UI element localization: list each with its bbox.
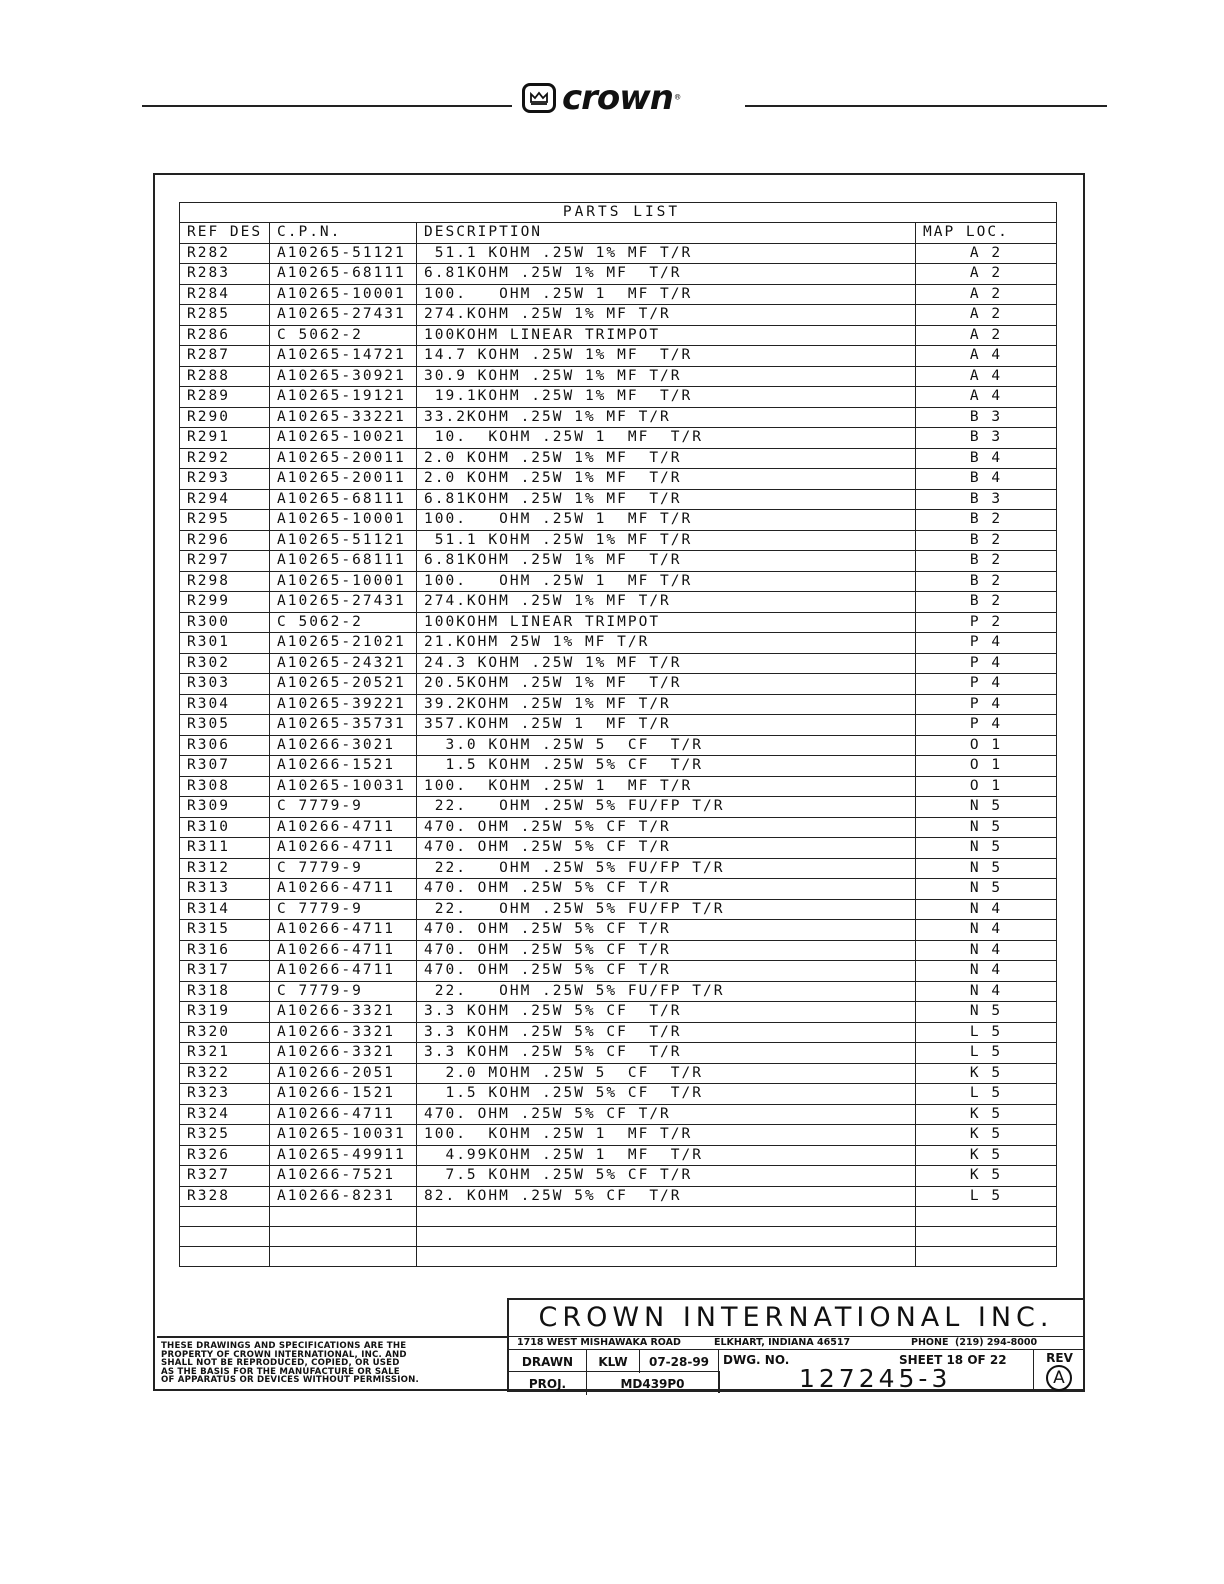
description-cell: 22. OHM .25W 5% FU/FP T/R bbox=[417, 981, 916, 1002]
proj-label: PROJ. bbox=[528, 1376, 567, 1391]
cpn-cell: A10265-68111 bbox=[270, 264, 417, 285]
map-loc-cell: B 3 bbox=[916, 407, 1057, 428]
map-loc-cell: P 4 bbox=[916, 715, 1057, 736]
map-loc-cell: N 4 bbox=[916, 899, 1057, 920]
description-cell: 470. OHM .25W 5% CF T/R bbox=[417, 940, 916, 961]
ref-des-cell: R301 bbox=[180, 633, 270, 654]
phone-number: PHONE (219) 294-8000 bbox=[911, 1337, 1038, 1348]
empty-cell bbox=[916, 1207, 1057, 1227]
cpn-cell: A10266-4711 bbox=[270, 817, 417, 838]
cpn-cell: A10266-3321 bbox=[270, 1043, 417, 1064]
cpn-cell: A10265-19121 bbox=[270, 387, 417, 408]
description-cell: 20.5KOHM .25W 1% MF T/R bbox=[417, 674, 916, 695]
empty-cell bbox=[180, 1227, 270, 1247]
table-row bbox=[180, 1166, 1057, 1187]
empty-cell bbox=[916, 1227, 1057, 1247]
cpn-cell: A10265-68111 bbox=[270, 489, 417, 510]
ref-des-cell: R324 bbox=[180, 1104, 270, 1125]
ref-des-cell: R309 bbox=[180, 797, 270, 818]
col-header-ref-des: REF DES bbox=[180, 223, 270, 244]
map-loc-cell: K 5 bbox=[916, 1166, 1057, 1187]
cpn-cell: A10265-49911 bbox=[270, 1145, 417, 1166]
ref-des-cell: R320 bbox=[180, 1022, 270, 1043]
cpn-cell: A10265-10001 bbox=[270, 510, 417, 531]
ref-des-cell: R294 bbox=[180, 489, 270, 510]
map-loc-cell: N 5 bbox=[916, 879, 1057, 900]
ref-des-cell: R318 bbox=[180, 981, 270, 1002]
drawn-by: KLW bbox=[586, 1350, 639, 1373]
description-cell: 19.1KOHM .25W 1% MF T/R bbox=[417, 387, 916, 408]
ref-des-cell: R313 bbox=[180, 879, 270, 900]
map-loc-cell: K 5 bbox=[916, 1145, 1057, 1166]
ref-des-cell: R287 bbox=[180, 346, 270, 367]
ref-des-cell: R306 bbox=[180, 735, 270, 756]
crown-logo bbox=[522, 78, 742, 118]
description-cell: 2.0 MOHM .25W 5 CF T/R bbox=[417, 1063, 916, 1084]
cpn-cell: A10265-10001 bbox=[270, 571, 417, 592]
map-loc-cell: N 4 bbox=[916, 920, 1057, 941]
table-row bbox=[180, 264, 1057, 285]
table-row bbox=[180, 571, 1057, 592]
description-cell: 100. OHM .25W 1 MF T/R bbox=[417, 284, 916, 305]
description-cell: 3.0 KOHM .25W 5 CF T/R bbox=[417, 735, 916, 756]
map-loc-cell: P 4 bbox=[916, 653, 1057, 674]
description-cell: 3.3 KOHM .25W 5% CF T/R bbox=[417, 1022, 916, 1043]
map-loc-cell: K 5 bbox=[916, 1063, 1057, 1084]
map-loc-cell: N 5 bbox=[916, 797, 1057, 818]
description-cell: 51.1 KOHM .25W 1% MF T/R bbox=[417, 243, 916, 264]
map-loc-cell: A 2 bbox=[916, 284, 1057, 305]
description-cell: 3.3 KOHM .25W 5% CF T/R bbox=[417, 1002, 916, 1023]
empty-table-row bbox=[180, 1227, 1057, 1247]
ref-des-cell: R314 bbox=[180, 899, 270, 920]
description-cell: 470. OHM .25W 5% CF T/R bbox=[417, 838, 916, 859]
empty-cell bbox=[270, 1207, 417, 1227]
proj-value: MD439P0 bbox=[586, 1372, 718, 1395]
description-cell: 24.3 KOHM .25W 1% MF T/R bbox=[417, 653, 916, 674]
map-loc-cell: P 4 bbox=[916, 694, 1057, 715]
empty-cell bbox=[417, 1247, 916, 1267]
description-cell: 100KOHM LINEAR TRIMPOT bbox=[417, 612, 916, 633]
table-row bbox=[180, 1145, 1057, 1166]
cpn-cell: A10265-10021 bbox=[270, 428, 417, 449]
map-loc-cell: P 2 bbox=[916, 612, 1057, 633]
map-loc-cell: P 4 bbox=[916, 674, 1057, 695]
map-loc-cell: B 3 bbox=[916, 428, 1057, 449]
ref-des-cell: R284 bbox=[180, 284, 270, 305]
map-loc-cell: N 5 bbox=[916, 817, 1057, 838]
map-loc-cell: A 2 bbox=[916, 325, 1057, 346]
description-cell: 30.9 KOHM .25W 1% MF T/R bbox=[417, 366, 916, 387]
map-loc-cell: N 4 bbox=[916, 981, 1057, 1002]
table-row bbox=[180, 797, 1057, 818]
ref-des-cell: R310 bbox=[180, 817, 270, 838]
ref-des-cell: R316 bbox=[180, 940, 270, 961]
city-state: ELKHART, INDIANA 46517 bbox=[714, 1337, 851, 1348]
empty-table-row bbox=[180, 1207, 1057, 1227]
table-row bbox=[180, 674, 1057, 695]
table-row bbox=[180, 1022, 1057, 1043]
cpn-cell: C 7779-9 bbox=[270, 899, 417, 920]
empty-cell bbox=[417, 1207, 916, 1227]
company-address-line bbox=[509, 1336, 1083, 1349]
description-cell: 470. OHM .25W 5% CF T/R bbox=[417, 1104, 916, 1125]
ref-des-cell: R304 bbox=[180, 694, 270, 715]
description-cell: 39.2KOHM .25W 1% MF T/R bbox=[417, 694, 916, 715]
ref-des-cell: R312 bbox=[180, 858, 270, 879]
table-row bbox=[180, 715, 1057, 736]
col-header-map-loc: MAP LOC. bbox=[916, 223, 1057, 244]
table-row bbox=[180, 858, 1057, 879]
map-loc-cell: A 4 bbox=[916, 387, 1057, 408]
sheet-number: SHEET 18 OF 22 bbox=[899, 1353, 1007, 1367]
ref-des-cell: R293 bbox=[180, 469, 270, 490]
description-cell: 14.7 KOHM .25W 1% MF T/R bbox=[417, 346, 916, 367]
cpn-cell: A10265-21021 bbox=[270, 633, 417, 654]
cpn-cell: C 7779-9 bbox=[270, 858, 417, 879]
drawn-date: 07-28-99 bbox=[639, 1350, 718, 1373]
cpn-cell: A10265-20011 bbox=[270, 448, 417, 469]
map-loc-cell: B 2 bbox=[916, 592, 1057, 613]
table-row bbox=[180, 407, 1057, 428]
ref-des-cell: R326 bbox=[180, 1145, 270, 1166]
table-row bbox=[180, 838, 1057, 859]
cpn-cell: A10265-27431 bbox=[270, 305, 417, 326]
description-cell: 22. OHM .25W 5% FU/FP T/R bbox=[417, 899, 916, 920]
cpn-cell: A10266-7521 bbox=[270, 1166, 417, 1187]
col-header-cpn: C.P.N. bbox=[270, 223, 417, 244]
map-loc-cell: B 4 bbox=[916, 448, 1057, 469]
table-row bbox=[180, 776, 1057, 797]
map-loc-cell: O 1 bbox=[916, 735, 1057, 756]
cpn-cell: C 7779-9 bbox=[270, 797, 417, 818]
table-row bbox=[180, 489, 1057, 510]
ref-des-cell: R285 bbox=[180, 305, 270, 326]
ref-des-cell: R300 bbox=[180, 612, 270, 633]
description-cell: 7.5 KOHM .25W 5% CF T/R bbox=[417, 1166, 916, 1187]
crown-badge-icon bbox=[522, 83, 556, 113]
ref-des-cell: R291 bbox=[180, 428, 270, 449]
table-row bbox=[180, 735, 1057, 756]
cpn-cell: A10265-20011 bbox=[270, 469, 417, 490]
table-row bbox=[180, 756, 1057, 777]
col-header-description: DESCRIPTION bbox=[417, 223, 916, 244]
table-row bbox=[180, 899, 1057, 920]
description-cell: 100. KOHM .25W 1 MF T/R bbox=[417, 1125, 916, 1146]
description-cell: 4.99KOHM .25W 1 MF T/R bbox=[417, 1145, 916, 1166]
ref-des-cell: R307 bbox=[180, 756, 270, 777]
title-block-divider bbox=[718, 1371, 720, 1393]
ref-des-cell: R299 bbox=[180, 592, 270, 613]
rev-value: A bbox=[1046, 1365, 1072, 1391]
ref-des-cell: R319 bbox=[180, 1002, 270, 1023]
empty-table-row bbox=[180, 1247, 1057, 1267]
cpn-cell: A10265-10001 bbox=[270, 284, 417, 305]
empty-cell bbox=[270, 1247, 417, 1267]
map-loc-cell: A 2 bbox=[916, 305, 1057, 326]
ref-des-cell: R311 bbox=[180, 838, 270, 859]
cpn-cell: A10266-1521 bbox=[270, 1084, 417, 1105]
table-row bbox=[180, 920, 1057, 941]
map-loc-cell: K 5 bbox=[916, 1104, 1057, 1125]
ref-des-cell: R327 bbox=[180, 1166, 270, 1187]
logo-wordmark: crown bbox=[562, 78, 673, 118]
cpn-cell: A10266-3021 bbox=[270, 735, 417, 756]
ref-des-cell: R295 bbox=[180, 510, 270, 531]
cpn-cell: A10266-4711 bbox=[270, 940, 417, 961]
table-row bbox=[180, 1104, 1057, 1125]
map-loc-cell: L 5 bbox=[916, 1043, 1057, 1064]
cpn-cell: A10265-30921 bbox=[270, 366, 417, 387]
map-loc-cell: O 1 bbox=[916, 776, 1057, 797]
table-row bbox=[180, 1002, 1057, 1023]
ref-des-cell: R305 bbox=[180, 715, 270, 736]
ref-des-cell: R308 bbox=[180, 776, 270, 797]
cpn-cell: A10265-35731 bbox=[270, 715, 417, 736]
ref-des-cell: R297 bbox=[180, 551, 270, 572]
description-cell: 10. KOHM .25W 1 MF T/R bbox=[417, 428, 916, 449]
ref-des-cell: R322 bbox=[180, 1063, 270, 1084]
cpn-cell: A10266-3321 bbox=[270, 1022, 417, 1043]
table-row bbox=[180, 961, 1057, 982]
table-row bbox=[180, 694, 1057, 715]
description-cell: 470. OHM .25W 5% CF T/R bbox=[417, 879, 916, 900]
ref-des-cell: R317 bbox=[180, 961, 270, 982]
table-row bbox=[180, 469, 1057, 490]
table-row bbox=[180, 592, 1057, 613]
cpn-cell: C 7779-9 bbox=[270, 981, 417, 1002]
empty-cell bbox=[417, 1227, 916, 1247]
empty-cell bbox=[270, 1227, 417, 1247]
table-row bbox=[180, 1063, 1057, 1084]
revision-box bbox=[1033, 1349, 1085, 1392]
table-row bbox=[180, 530, 1057, 551]
parts-list-title: PARTS LIST bbox=[180, 203, 1057, 223]
cpn-cell: C 5062-2 bbox=[270, 612, 417, 633]
map-loc-cell: A 4 bbox=[916, 346, 1057, 367]
table-row bbox=[180, 284, 1057, 305]
empty-cell bbox=[180, 1207, 270, 1227]
map-loc-cell: B 2 bbox=[916, 510, 1057, 531]
table-row bbox=[180, 653, 1057, 674]
table-row bbox=[180, 633, 1057, 654]
description-cell: 33.2KOHM .25W 1% MF T/R bbox=[417, 407, 916, 428]
map-loc-cell: P 4 bbox=[916, 633, 1057, 654]
cpn-cell: A10265-27431 bbox=[270, 592, 417, 613]
cpn-cell: A10266-4711 bbox=[270, 838, 417, 859]
cpn-cell: A10265-51121 bbox=[270, 530, 417, 551]
table-row bbox=[180, 448, 1057, 469]
description-cell: 100KOHM LINEAR TRIMPOT bbox=[417, 325, 916, 346]
table-row bbox=[180, 510, 1057, 531]
description-cell: 100. OHM .25W 1 MF T/R bbox=[417, 571, 916, 592]
ref-des-cell: R323 bbox=[180, 1084, 270, 1105]
map-loc-cell: B 2 bbox=[916, 551, 1057, 572]
map-loc-cell: N 4 bbox=[916, 961, 1057, 982]
company-name: CROWN INTERNATIONAL INC. bbox=[538, 1302, 1054, 1333]
table-row bbox=[180, 612, 1057, 633]
description-cell: 1.5 KOHM .25W 5% CF T/R bbox=[417, 756, 916, 777]
description-cell: 100. KOHM .25W 1 MF T/R bbox=[417, 776, 916, 797]
table-row bbox=[180, 879, 1057, 900]
ref-des-cell: R288 bbox=[180, 366, 270, 387]
ref-des-cell: R302 bbox=[180, 653, 270, 674]
registered-mark: ® bbox=[674, 93, 681, 103]
cpn-cell: A10265-51121 bbox=[270, 243, 417, 264]
parts-list-table bbox=[179, 202, 1057, 1267]
table-row bbox=[180, 940, 1057, 961]
table-row bbox=[180, 325, 1057, 346]
property-notice: THESE DRAWINGS AND SPECIFICATIONS ARE THE PROPERTY OF CROWN INTERNATIONAL, INC. AND SHALL NOT BE REPRODUCED, COPIED, OR USED AS THE BASIS FOR THE MANUFACTURE OR SALE OF APPARATUS OR DEVICES WITHOUT PERMISSION. bbox=[161, 1341, 419, 1385]
map-loc-cell: N 4 bbox=[916, 940, 1057, 961]
ref-des-cell: R325 bbox=[180, 1125, 270, 1146]
description-cell: 1.5 KOHM .25W 5% CF T/R bbox=[417, 1084, 916, 1105]
ref-des-cell: R283 bbox=[180, 264, 270, 285]
table-row bbox=[180, 366, 1057, 387]
map-loc-cell: O 1 bbox=[916, 756, 1057, 777]
map-loc-cell: L 5 bbox=[916, 1084, 1057, 1105]
table-row bbox=[180, 817, 1057, 838]
map-loc-cell: A 4 bbox=[916, 366, 1057, 387]
map-loc-cell: B 2 bbox=[916, 530, 1057, 551]
map-loc-cell: B 3 bbox=[916, 489, 1057, 510]
table-row bbox=[180, 346, 1057, 367]
cpn-cell: A10266-4711 bbox=[270, 961, 417, 982]
cpn-cell: A10265-68111 bbox=[270, 551, 417, 572]
table-row bbox=[180, 243, 1057, 264]
cpn-cell: A10265-39221 bbox=[270, 694, 417, 715]
map-loc-cell: N 5 bbox=[916, 1002, 1057, 1023]
cpn-cell: A10266-1521 bbox=[270, 756, 417, 777]
description-cell: 274.KOHM .25W 1% MF T/R bbox=[417, 305, 916, 326]
table-row bbox=[180, 1186, 1057, 1207]
ref-des-cell: R289 bbox=[180, 387, 270, 408]
ref-des-cell: R296 bbox=[180, 530, 270, 551]
ref-des-cell: R298 bbox=[180, 571, 270, 592]
description-cell: 274.KOHM .25W 1% MF T/R bbox=[417, 592, 916, 613]
drawing-number: 127245-3 bbox=[799, 1364, 952, 1393]
map-loc-cell: L 5 bbox=[916, 1186, 1057, 1207]
cpn-cell: A10265-10031 bbox=[270, 1125, 417, 1146]
map-loc-cell: N 5 bbox=[916, 838, 1057, 859]
description-cell: 2.0 KOHM .25W 1% MF T/R bbox=[417, 469, 916, 490]
cpn-cell: A10266-3321 bbox=[270, 1002, 417, 1023]
cpn-cell: A10266-4711 bbox=[270, 920, 417, 941]
ref-des-cell: R321 bbox=[180, 1043, 270, 1064]
parts-list-body bbox=[180, 243, 1057, 1267]
project-row bbox=[509, 1371, 718, 1395]
description-cell: 470. OHM .25W 5% CF T/R bbox=[417, 961, 916, 982]
rev-label: REV bbox=[1046, 1351, 1073, 1365]
description-cell: 100. OHM .25W 1 MF T/R bbox=[417, 510, 916, 531]
description-cell: 2.0 KOHM .25W 1% MF T/R bbox=[417, 448, 916, 469]
table-row bbox=[180, 551, 1057, 572]
map-loc-cell: B 2 bbox=[916, 571, 1057, 592]
cpn-cell: A10266-4711 bbox=[270, 1104, 417, 1125]
map-loc-cell: L 5 bbox=[916, 1022, 1057, 1043]
description-cell: 22. OHM .25W 5% FU/FP T/R bbox=[417, 797, 916, 818]
map-loc-cell: K 5 bbox=[916, 1125, 1057, 1146]
description-cell: 470. OHM .25W 5% CF T/R bbox=[417, 817, 916, 838]
empty-cell bbox=[916, 1247, 1057, 1267]
empty-cell bbox=[180, 1247, 270, 1267]
description-cell: 470. OHM .25W 5% CF T/R bbox=[417, 920, 916, 941]
description-cell: 6.81KOHM .25W 1% MF T/R bbox=[417, 551, 916, 572]
cpn-cell: A10265-33221 bbox=[270, 407, 417, 428]
description-cell: 21.KOHM 25W 1% MF T/R bbox=[417, 633, 916, 654]
table-row bbox=[180, 981, 1057, 1002]
description-cell: 22. OHM .25W 5% FU/FP T/R bbox=[417, 858, 916, 879]
ref-des-cell: R303 bbox=[180, 674, 270, 695]
description-cell: 82. KOHM .25W 5% CF T/R bbox=[417, 1186, 916, 1207]
dwg-no-label: DWG. NO. bbox=[718, 1350, 798, 1373]
map-loc-cell: N 5 bbox=[916, 858, 1057, 879]
description-cell: 3.3 KOHM .25W 5% CF T/R bbox=[417, 1043, 916, 1064]
table-row bbox=[180, 387, 1057, 408]
drawn-label: DRAWN bbox=[521, 1354, 574, 1369]
map-loc-cell: A 2 bbox=[916, 264, 1057, 285]
ref-des-cell: R290 bbox=[180, 407, 270, 428]
header-rule-right bbox=[745, 105, 1107, 107]
street-address: 1718 WEST MISHAWAKA ROAD bbox=[517, 1337, 681, 1348]
description-cell: 6.81KOHM .25W 1% MF T/R bbox=[417, 264, 916, 285]
cpn-cell: C 5062-2 bbox=[270, 325, 417, 346]
cpn-cell: A10266-4711 bbox=[270, 879, 417, 900]
cpn-cell: A10266-8231 bbox=[270, 1186, 417, 1207]
cpn-cell: A10265-10031 bbox=[270, 776, 417, 797]
cpn-cell: A10265-24321 bbox=[270, 653, 417, 674]
description-cell: 6.81KOHM .25W 1% MF T/R bbox=[417, 489, 916, 510]
title-block bbox=[507, 1298, 1085, 1392]
table-row bbox=[180, 428, 1057, 449]
ref-des-cell: R328 bbox=[180, 1186, 270, 1207]
header-rule-left bbox=[142, 105, 512, 107]
table-row bbox=[180, 1125, 1057, 1146]
cpn-cell: A10265-14721 bbox=[270, 346, 417, 367]
cpn-cell: A10265-20521 bbox=[270, 674, 417, 695]
ref-des-cell: R282 bbox=[180, 243, 270, 264]
cpn-cell: A10266-2051 bbox=[270, 1063, 417, 1084]
ref-des-cell: R315 bbox=[180, 920, 270, 941]
ref-des-cell: R286 bbox=[180, 325, 270, 346]
table-row bbox=[180, 1084, 1057, 1105]
table-row bbox=[180, 305, 1057, 326]
map-loc-cell: B 4 bbox=[916, 469, 1057, 490]
description-cell: 51.1 KOHM .25W 1% MF T/R bbox=[417, 530, 916, 551]
description-cell: 357.KOHM .25W 1 MF T/R bbox=[417, 715, 916, 736]
map-loc-cell: A 2 bbox=[916, 243, 1057, 264]
ref-des-cell: R292 bbox=[180, 448, 270, 469]
table-row bbox=[180, 1043, 1057, 1064]
notice-rule bbox=[157, 1336, 507, 1338]
drawn-row bbox=[509, 1349, 1083, 1373]
